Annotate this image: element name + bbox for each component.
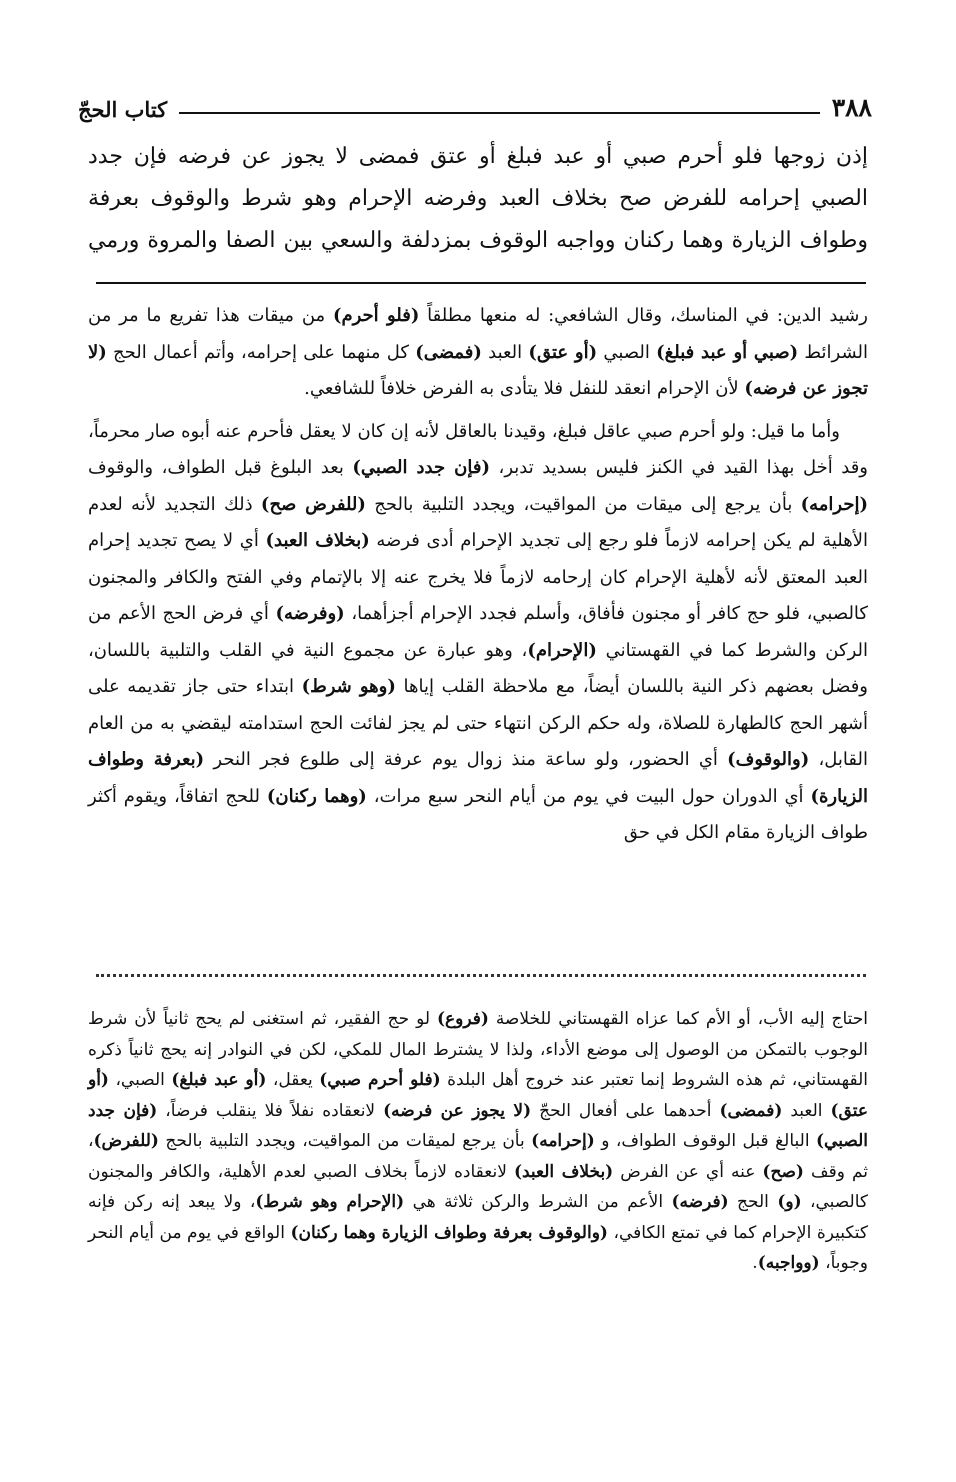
quoted-lemma: (و) <box>777 1192 802 1212</box>
quoted-lemma: (فمضى) <box>415 341 482 363</box>
quoted-lemma: (أو عبد فبلغ) <box>171 1070 267 1090</box>
quoted-lemma: (بعرفة وطواف الزيارة) <box>88 749 868 807</box>
main-text-line: الصبي إحرامه للفرض صح بخلاف العبد وفرضه الإحرام وهو شرط والوقوف بعرفة <box>88 186 868 211</box>
quoted-lemma: (وهما ركنان) <box>266 785 367 807</box>
footnote-paragraph: احتاج إليه الأب، أو الأم كما عزاه القهستاني للخلاصة (فروع) لو حج الفقير، ثم استغنى لم يحج ثانياً لأن شرط الوجوب بالتمكن من الوصول إلى موضع الأداء، ولذا لا يشترط المال للمكي، لكن في النوادر إنه يحج ثانياً ذكره القهستاني، ثم هذه الشروط إنما تعتبر عند خروج أهل البلدة (فلو أحرم صبي) يعقل، (أو عبد فبلغ) الصبي، (أو عتق) العبد (فمضى) أحدهما على أفعال الحجّ (لا يجوز عن فرضه) لانعقاده نفلاً فلا ينقلب فرضاً، (فإن جدد الصبي) البالغ قبل الوقوف الطواف، و (إحرامه) بأن يرجع لميقات من المواقيت، ويجدد التلبية بالحج (للفرض)، ثم وقف (صح) عنه أي عن الفرض (بخلاف العبد) لانعقاده لازماً بخلاف الصبي لعدم الأهلية، والكافر والمجنون كالصبي، (و) الحج (فرضه) الأعم من الشرط والركن ثلاثة هي (الإحرام وهو شرط)، ولا يبعد إنه ركن فإنه كتكبيرة الإحرام كما في تمتع الكافي، (والوقوف بعرفة وطواف الزيارة وهما ركنان) الواقع في يوم من أيام النحر وجوباً، (وواجبه). <box>88 1009 868 1273</box>
main-text <box>88 136 868 262</box>
main-text-line: إذن زوجها فلو أحرم صبي أو عبد فبلغ أو عتق فمضى لا يجوز عن فرضه فإن جدد <box>88 144 868 169</box>
quoted-lemma: (بخلاف العبد) <box>265 530 370 551</box>
page-header <box>78 80 872 120</box>
quoted-lemma: (وهو شرط) <box>301 676 396 697</box>
quoted-lemma: (وواجبه) <box>757 1253 820 1273</box>
quoted-lemma: (فإن جدد الصبي) <box>352 457 491 478</box>
quoted-lemma: (والوقوف بعرفة وطواف الزيارة وهما ركنان) <box>290 1222 608 1243</box>
main-text-divider <box>96 282 866 284</box>
quoted-lemma: (فرضه) <box>671 1192 729 1212</box>
footnote-divider <box>96 974 866 977</box>
quoted-lemma: (والوقوف) <box>727 749 810 770</box>
quoted-lemma: (للفرض صح) <box>260 493 366 515</box>
commentary-paragraph: رشيد الدين: في المناسك، وقال الشافعي: له منعها مطلقاً (فلو أحرم) من ميقات هذا تفريع ما مر من الشرائط (صبي أو عبد فبلغ) الصبي (أو عتق) العبد (فمضى) كل منهما على إحرامه، وأتم أعمال الحج (لا تجوز عن فرضه) لأن الإحرام انعقد للنفل فلا يتأدى به الفرض خلافاً للشافعي. <box>88 305 868 399</box>
running-title: كتاب الحجّ <box>78 97 168 122</box>
commentary-paragraph: وأما ما قيل: ولو أحرم صبي عاقل فبلغ، وقيدنا بالعاقل لأنه إن كان لا يعقل فأحرم عنه أبوه صار محرماً، وقد أخل بهذا القيد في الكنز فليس بسديد تدبر، (فإن جدد الصبي) بعد البلوغ قبل الطواف، والوقوف (إحرامه) بأن يرجع إلى ميقات من المواقيت، ويجدد التلبية بالحج (للفرض صح) ذلك التجديد لأنه لعدم الأهلية لم يكن إحرامه لازماً فلو رجع إلى تجديد الإحرام أدى فرضه (بخلاف العبد) أي لا يصح تجديد إحرام العبد المعتق لأنه لأهلية الإحرام كان إرحامه لازماً فلا يخرج عنه إلا بالإتمام وفي الفتح والكافر والمجنون كالصبي، فلو حج كافر أو مجنون فأفاق، وأسلم فجدد الإحرام أجزأهما، (وفرضه) أي فرض الحج الأعم من الركن والشرط كما في القهستاني (الإحرام)، وهو عبارة عن مجموع النية في القلب والتلبية باللسان، وفضل بعضهم ذكر النية باللسان أيضاً، مع ملاحظة القلب إياها (وهو شرط) ابتداء حتى جاز تقديمه على أشهر الحج كالطهارة للصلاة، وله حكم الركن انتهاء حتى لم يجز لفائت الحج استدامته ليقضي به من العام القابل، (والوقوف) أي الحضور، ولو ساعة منذ زوال يوم عرفة إلى طلوع فجر النحر (بعرفة وطواف الزيارة) أي الدوران حول البيت في يوم من أيام النحر سبع مرات، (وهما ركنان) للحج اتفاقاً، ويقوم أكثر طواف الزيارة مقام الكل في حق <box>88 420 869 843</box>
quoted-lemma: (فلو أحرم صبي) <box>319 1070 441 1090</box>
quoted-lemma: (لا تجوز عن فرضه) <box>88 341 868 399</box>
quoted-lemma: (فروع) <box>436 1009 489 1029</box>
main-text-line: وطواف الزيارة وهما ركنان وواجبه الوقوف بمزدلفة والسعي بين الصفا والمروة ورمي <box>88 228 868 253</box>
quoted-lemma: (فمضى) <box>719 1100 783 1121</box>
quoted-lemma: (الإحرام وهو شرط) <box>255 1192 405 1212</box>
footnote <box>88 1004 868 1279</box>
quoted-lemma: (بخلاف العبد) <box>513 1161 614 1182</box>
quoted-lemma: (الإحرام) <box>527 639 597 661</box>
quoted-lemma: (فإن جدد الصبي) <box>88 1100 868 1151</box>
commentary <box>88 298 868 852</box>
header-rule <box>179 112 820 114</box>
quoted-lemma: (إحرامه) <box>800 493 869 515</box>
quoted-lemma: (لا يجوز عن فرضه) <box>383 1100 532 1121</box>
page-number: ٣٨٨ <box>831 93 872 122</box>
quoted-lemma: (أو عتق) <box>528 341 598 363</box>
quoted-lemma: (وفرضه) <box>275 603 345 624</box>
quoted-lemma: (فلو أحرم) <box>332 305 420 326</box>
quoted-lemma: (صبي أو عبد فبلغ) <box>656 341 799 363</box>
quoted-lemma: (للفرض) <box>93 1131 159 1151</box>
quoted-lemma: (إحرامه) <box>531 1131 595 1151</box>
quoted-lemma: (صح) <box>762 1161 804 1182</box>
quoted-lemma: (أو عتق) <box>88 1070 868 1121</box>
